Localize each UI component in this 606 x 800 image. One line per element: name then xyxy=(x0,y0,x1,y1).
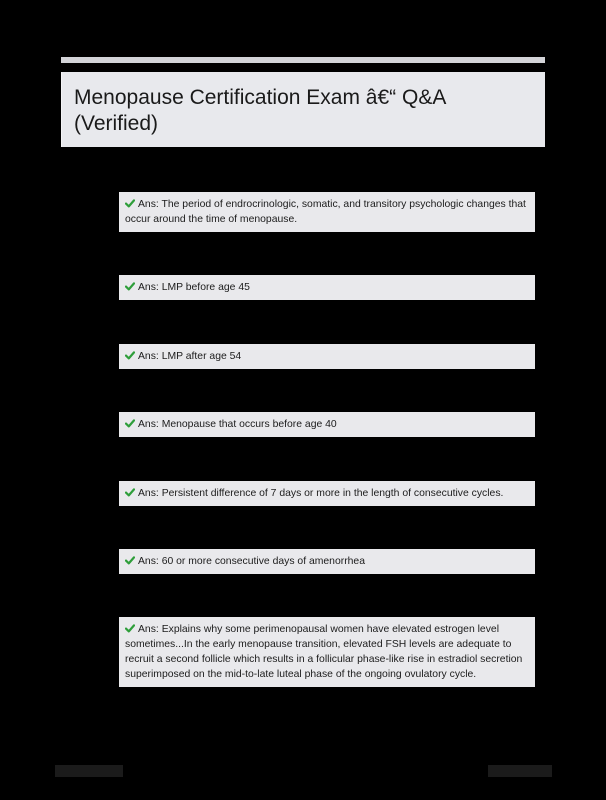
checkmark-icon xyxy=(125,282,135,291)
answer-text: The period of endrocrinologic, somatic, and transitory psychologic changes that occur around the time of menopause. xyxy=(125,199,526,225)
answer-prefix: Ans: xyxy=(138,351,159,362)
answer-prefix: Ans: xyxy=(138,419,159,430)
footer-right-redacted xyxy=(488,765,552,777)
answer-text: Menopause that occurs before age 40 xyxy=(161,419,337,430)
answer-prefix: Ans: xyxy=(138,199,159,210)
answer-prefix: Ans: xyxy=(138,488,159,499)
title-banner xyxy=(61,72,545,147)
document-title: Menopause Certification Exam â€“ Q&A (Verified) xyxy=(74,86,446,135)
checkmark-icon xyxy=(125,488,135,497)
checkmark-icon xyxy=(125,556,135,565)
footer-left-redacted xyxy=(55,765,123,777)
answer-block xyxy=(119,549,535,574)
answer-block xyxy=(119,481,535,506)
answer-prefix: Ans: xyxy=(138,624,159,635)
answer-text: Persistent difference of 7 days or more in the length of consecutive cycles. xyxy=(161,488,504,499)
answer-text: LMP after age 54 xyxy=(161,351,242,362)
answer-block xyxy=(119,344,535,369)
checkmark-icon xyxy=(125,199,135,208)
answer-block xyxy=(119,192,535,232)
header-rule xyxy=(61,57,545,63)
answer-text: 60 or more consecutive days of amenorrhea xyxy=(161,556,365,567)
answer-block xyxy=(119,275,535,300)
checkmark-icon xyxy=(125,351,135,360)
checkmark-icon xyxy=(125,419,135,428)
answer-block xyxy=(119,617,535,687)
answer-block xyxy=(119,412,535,437)
answer-text: LMP before age 45 xyxy=(161,282,250,293)
answer-prefix: Ans: xyxy=(138,556,159,567)
answer-text: Explains why some perimenopausal women have elevated estrogen level sometimes...In the early menopause transition, elevated FSH levels are adequate to recruit a second follicle which results in a follicular phase-like rise in estradiol secretion superimposed on the mid-to-late luteal phase of the ongoing ovulatory cycle. xyxy=(125,624,523,680)
checkmark-icon xyxy=(125,624,135,633)
answer-prefix: Ans: xyxy=(138,282,159,293)
